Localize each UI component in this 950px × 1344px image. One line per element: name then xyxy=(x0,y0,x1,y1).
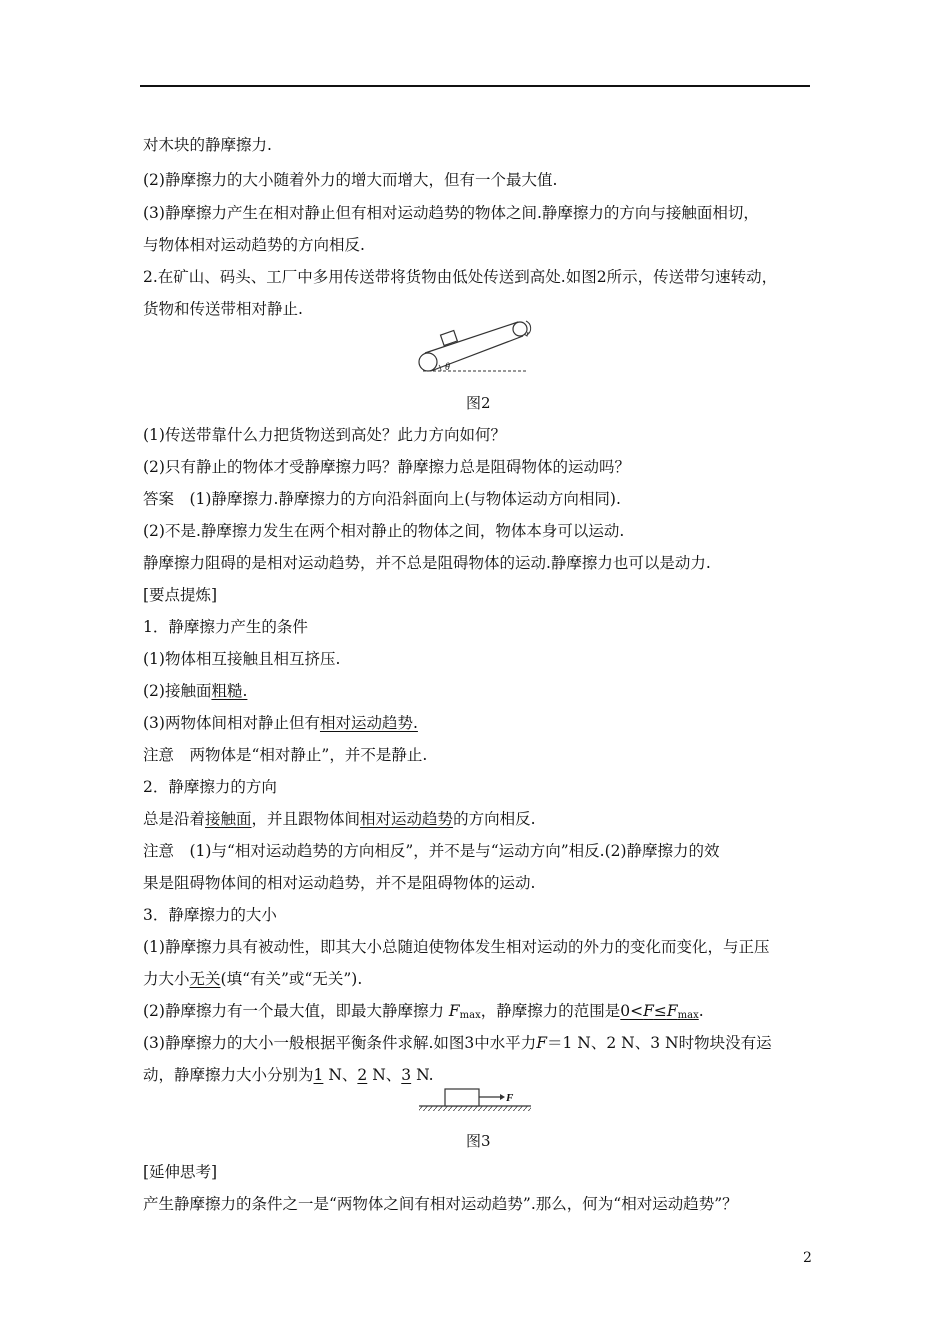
fill-blank-answer: 粗糙. xyxy=(211,682,248,700)
text-span: N、 xyxy=(367,1066,402,1084)
text-line: 2.在矿山、码头、工厂中多用传送带将货物由低处传送到高处.如图2所示，传送带匀速转动， xyxy=(143,268,778,286)
section-title: [要点提炼] xyxy=(143,586,218,604)
fill-blank-answer: 1 xyxy=(313,1066,324,1084)
header-rule xyxy=(140,85,810,87)
text-span: 总是沿着 xyxy=(143,810,206,828)
text-line: 货物和传送带相对静止. xyxy=(143,300,303,318)
text-span: . xyxy=(698,1002,704,1020)
text-line xyxy=(143,681,247,701)
text-line: (3)静摩擦力产生在相对静止但有相对运动趋势的物体之间.静摩擦力的方向与接触面相切， xyxy=(143,204,759,222)
fill-blank-answer: 2 xyxy=(357,1066,368,1084)
lower-roller xyxy=(419,353,437,371)
text-line: 对木块的静摩擦力. xyxy=(143,136,272,154)
fill-blank-answer: 接触面 xyxy=(205,810,252,828)
note-line: 注意 两物体是“相对静止”，并不是静止. xyxy=(143,746,428,764)
note-line: 注意 (1)与“相对运动趋势的方向相反”，并不是与“运动方向”相反.(2)静摩擦力的效 xyxy=(143,842,720,860)
text-line: (2)只有静止的物体才受静摩擦力吗？静摩擦力总是阻碍物体的运动吗？ xyxy=(143,458,630,476)
text-span: N、 xyxy=(323,1066,358,1084)
text-line xyxy=(143,1065,434,1085)
block xyxy=(445,1089,479,1106)
text-span: (2)接触面 xyxy=(143,682,212,700)
section-title: [延伸思考] xyxy=(143,1163,218,1181)
fill-blank-answer: $0<F\le F_{max}$ xyxy=(620,1002,699,1021)
text-line: 产生静摩擦力的条件之一是“两物体之间有相对运动趋势”.那么，何为“相对运动趋势”？ xyxy=(143,1195,738,1213)
note-line: 果是阻碍物体间的相对运动趋势，并不是阻碍物体的运动. xyxy=(143,874,536,892)
fill-blank-answer: 无关 xyxy=(189,970,221,988)
figure-2-conveyor xyxy=(415,315,535,377)
text-span: ，并且跟物体间 xyxy=(251,810,361,828)
fill-blank-answer: 相对运动趋势 xyxy=(360,810,454,828)
angle-label: θ xyxy=(445,362,450,373)
text-line: (2)静摩擦力的大小随着外力的增大而增大，但有一个最大值. xyxy=(143,171,558,189)
text-span: (填“有关”或“无关”). xyxy=(220,970,363,988)
text-span: 的方向相反. xyxy=(453,810,536,828)
text-span: ＝1 N、2 N、3 N时物块没有运 xyxy=(547,1034,772,1052)
text-span: (3)两物体间相对静止但有 xyxy=(143,714,320,732)
answer-line: 答案 (1)静摩擦力.静摩擦力的方向沿斜面向上(与物体运动方向相同). xyxy=(143,490,621,508)
text-span: (3)静摩擦力的大小一般根据平衡条件求解.如图3中水平力 xyxy=(143,1034,537,1052)
text-line: 1．静摩擦力产生的条件 xyxy=(143,618,308,636)
answer-line: (2)不是.静摩擦力发生在两个相对静止的物体之间，物体本身可以运动. xyxy=(143,522,625,540)
text-line xyxy=(143,969,362,989)
force-arrowhead xyxy=(500,1094,505,1100)
symbol-f: F xyxy=(536,1034,548,1052)
text-line xyxy=(143,713,418,733)
figure-3-block xyxy=(415,1085,535,1115)
figure-2-caption: 图2 xyxy=(466,394,491,412)
ground-hatch xyxy=(419,1106,531,1111)
symbol-f: F xyxy=(448,1002,460,1020)
force-label: F xyxy=(506,1092,514,1104)
text-span: (2)静摩擦力有一个最大值，即最大静摩擦力 xyxy=(143,1002,449,1020)
page-number: 2 xyxy=(803,1250,812,1266)
belt-top xyxy=(425,322,518,353)
text-line: (1)静摩擦力具有被动性，即其大小总随迫使物体发生相对运动的外力的变化而变化，与正压 xyxy=(143,938,770,956)
text-line xyxy=(143,1001,704,1026)
fill-blank-answer: 相对运动趋势. xyxy=(319,714,418,732)
text-span: 力大小 xyxy=(143,970,190,988)
answer-line: 静摩擦力阻碍的是相对运动趋势，并不总是阻碍物体的运动.静摩擦力也可以是动力. xyxy=(143,554,711,572)
text-span: 动，静摩擦力大小分别为 xyxy=(143,1066,314,1084)
text-span: N. xyxy=(411,1066,434,1084)
text-line: (1)物体相互接触且相互挤压. xyxy=(143,650,341,668)
figure-3-caption: 图3 xyxy=(466,1132,491,1150)
upper-roller xyxy=(513,322,527,336)
text-line xyxy=(143,809,536,829)
fill-blank-answer: 3 xyxy=(401,1066,412,1084)
text-line: (1)传送带靠什么力把货物送到高处？此力方向如何？ xyxy=(143,426,506,444)
text-line xyxy=(143,1033,772,1053)
subscript: max xyxy=(459,1010,481,1021)
text-line: 与物体相对运动趋势的方向相反. xyxy=(143,236,365,254)
text-line: 2．静摩擦力的方向 xyxy=(143,778,277,796)
text-line: 3．静摩擦力的大小 xyxy=(143,906,277,924)
text-span: ，静摩擦力的范围是 xyxy=(480,1002,621,1020)
